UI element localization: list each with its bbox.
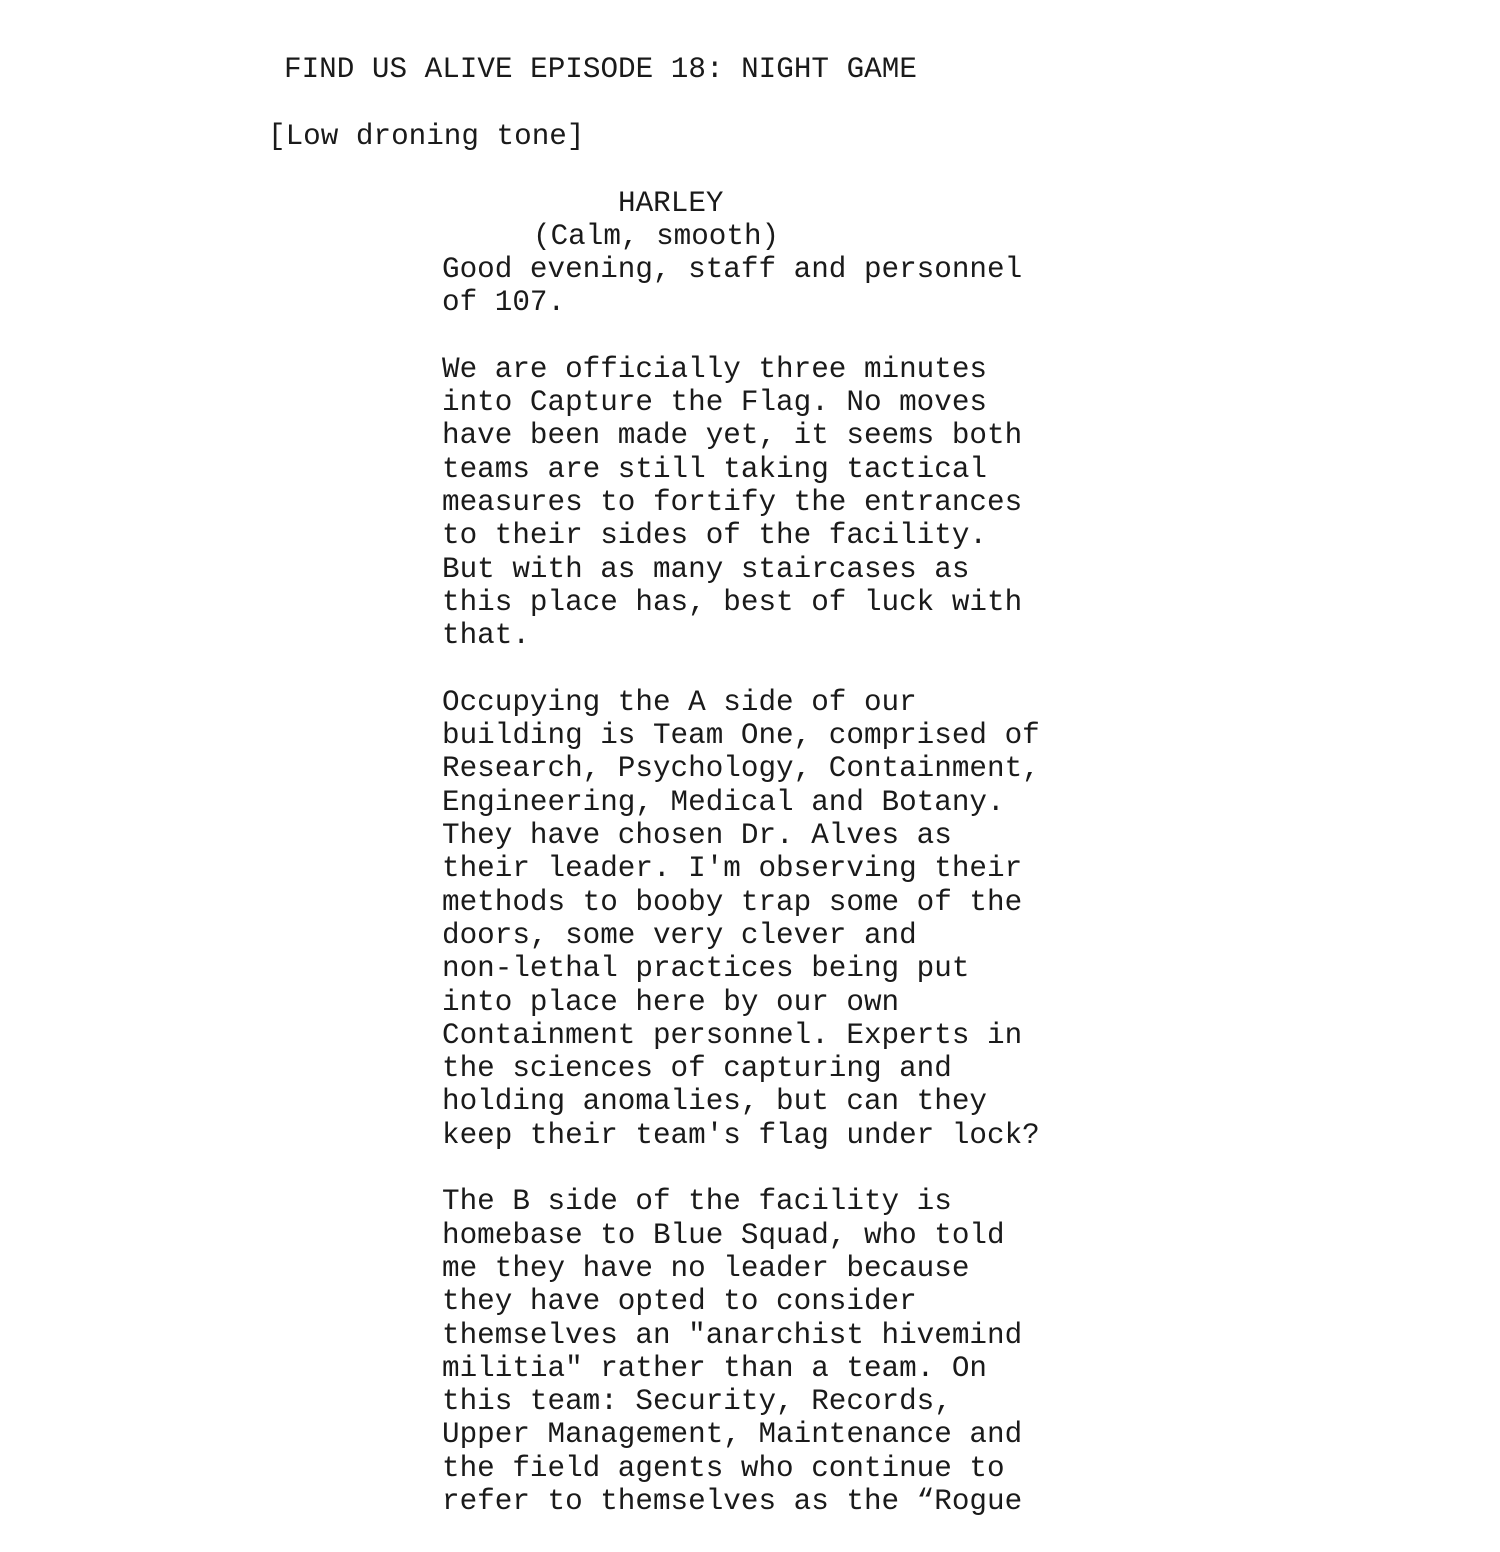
dialogue-line: Engineering, Medical and Botany.	[442, 785, 1005, 819]
dialogue-line: into place here by our own	[442, 985, 900, 1019]
dialogue-line: this team: Security, Records,	[442, 1385, 952, 1419]
dialogue-line: Good evening, staff and personnel	[442, 253, 1023, 286]
character-name: HARLEY	[618, 187, 724, 220]
dialogue-line: the field agents who continue to	[442, 1451, 1005, 1485]
dialogue-line: But with as many staircases as	[442, 552, 970, 586]
dialogue-line: refer to themselves as the “Rogue	[442, 1484, 1023, 1518]
dialogue-block	[442, 253, 1082, 1552]
dialogue-line: their leader. I'm observing their	[442, 852, 1023, 886]
parenthetical: (Calm, smooth)	[533, 220, 780, 253]
sound-cue: [Low droning tone]	[268, 120, 585, 153]
dialogue-line: The B side of the facility is	[442, 1185, 952, 1219]
dialogue-line: homebase to Blue Squad, who told	[442, 1218, 1005, 1252]
dialogue-line: Research, Psychology, Containment,	[442, 752, 1040, 786]
dialogue-line: methods to booby trap some of the	[442, 885, 1023, 919]
dialogue-line: this place has, best of luck with	[442, 585, 1023, 619]
dialogue-paragraph	[442, 253, 1082, 320]
dialogue-line: into Capture the Flag. No moves	[442, 386, 988, 420]
dialogue-line: Containment personnel. Experts in	[442, 1018, 1023, 1052]
dialogue-line: holding anomalies, but can they	[442, 1085, 988, 1119]
dialogue-line: teams are still taking tactical	[442, 452, 988, 486]
dialogue-line: doors, some very clever and	[442, 918, 917, 952]
dialogue-line: of 107.	[442, 286, 566, 320]
dialogue-line: non-lethal practices being put	[442, 952, 970, 986]
dialogue-line: the sciences of capturing and	[442, 1052, 952, 1086]
dialogue-line: to their sides of the facility.	[442, 519, 988, 553]
dialogue-line: Occupying the A side of our	[442, 685, 917, 719]
episode-title: FIND US ALIVE EPISODE 18: NIGHT GAME	[284, 53, 917, 86]
dialogue-line: keep their team's flag under lock?	[442, 1118, 1040, 1152]
dialogue-line: Upper Management, Maintenance and	[442, 1418, 1023, 1452]
dialogue-paragraph	[442, 1185, 1082, 1518]
dialogue-paragraph	[442, 353, 1082, 653]
dialogue-line: They have chosen Dr. Alves as	[442, 819, 952, 853]
dialogue-line: building is Team One, comprised of	[442, 719, 1040, 753]
dialogue-line: have been made yet, it seems both	[442, 419, 1023, 453]
dialogue-line: militia" rather than a team. On	[442, 1351, 988, 1385]
dialogue-line: themselves an "anarchist hivemind	[442, 1318, 1023, 1352]
dialogue-paragraph	[442, 686, 1082, 1152]
dialogue-line: We are officially three minutes	[442, 352, 988, 386]
dialogue-line: measures to fortify the entrances	[442, 486, 1023, 520]
dialogue-line: they have opted to consider	[442, 1285, 917, 1319]
dialogue-line: me they have no leader because	[442, 1251, 970, 1285]
dialogue-line: that.	[442, 619, 530, 653]
